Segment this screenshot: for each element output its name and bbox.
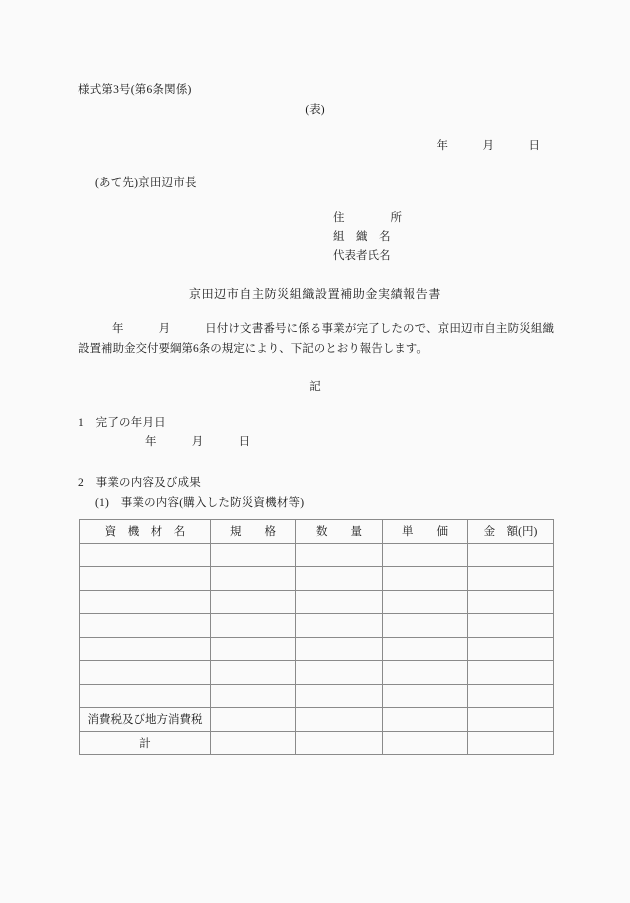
table-row <box>80 684 554 708</box>
table-row <box>80 590 554 614</box>
input-cell-spec[interactable] <box>211 637 296 661</box>
row-label-cell: 計 <box>80 731 211 755</box>
omote-label: (表) <box>305 104 325 116</box>
input-cell-quantity[interactable] <box>296 590 383 614</box>
input-cell-quantity[interactable] <box>296 637 383 661</box>
submission-date-line: 年 月 日 <box>436 140 540 152</box>
input-cell-unit-price[interactable] <box>383 661 468 685</box>
row-label-cell: 消費税及び地方消費税 <box>80 708 211 732</box>
input-cell-quantity[interactable] <box>296 708 383 732</box>
table-header-row <box>80 520 554 544</box>
input-cell-spec[interactable] <box>211 567 296 591</box>
input-cell-unit-price[interactable] <box>383 708 468 732</box>
input-cell-item-name[interactable] <box>80 637 211 661</box>
input-cell-quantity[interactable] <box>296 614 383 638</box>
input-cell-amount[interactable] <box>468 614 554 638</box>
input-cell-amount[interactable] <box>468 590 554 614</box>
input-cell-unit-price[interactable] <box>383 590 468 614</box>
input-cell-item-name[interactable] <box>80 614 211 638</box>
input-cell-unit-price[interactable] <box>383 567 468 591</box>
section1-heading: 1 完了の年月日 <box>78 417 166 429</box>
input-cell-quantity[interactable] <box>296 684 383 708</box>
input-cell-unit-price[interactable] <box>383 731 468 755</box>
input-cell-amount[interactable] <box>468 567 554 591</box>
input-cell-spec[interactable] <box>211 731 296 755</box>
addressee-line: (あて先)京田辺市長 <box>95 177 197 189</box>
input-cell-amount[interactable] <box>468 661 554 685</box>
table-row <box>80 614 554 638</box>
input-cell-unit-price[interactable] <box>383 614 468 638</box>
table-body <box>80 543 554 755</box>
goods-table <box>79 519 554 755</box>
input-cell-quantity[interactable] <box>296 731 383 755</box>
input-cell-quantity[interactable] <box>296 567 383 591</box>
input-cell-spec[interactable] <box>211 708 296 732</box>
input-cell-amount[interactable] <box>468 684 554 708</box>
column-header-spec: 規 格 <box>211 520 296 544</box>
input-cell-unit-price[interactable] <box>383 684 468 708</box>
input-cell-spec[interactable] <box>211 590 296 614</box>
column-header-unit-price: 単 価 <box>383 520 468 544</box>
section2-heading: 2 事業の内容及び成果 <box>78 477 201 489</box>
table-row <box>80 661 554 685</box>
input-cell-spec[interactable] <box>211 614 296 638</box>
input-cell-item-name[interactable] <box>80 543 211 567</box>
table-row <box>80 708 554 732</box>
table-row <box>80 567 554 591</box>
section2-subheading: (1) 事業の内容(購入した防災資機材等) <box>95 497 305 509</box>
applicant-info-block <box>333 209 402 266</box>
organization-label: 組 織 名 <box>333 231 391 243</box>
column-header-quantity: 数 量 <box>296 520 383 544</box>
section1-date-line: 年 月 日 <box>145 436 251 448</box>
column-header-item-name: 資 機 材 名 <box>80 520 211 544</box>
input-cell-amount[interactable] <box>468 637 554 661</box>
table-row <box>80 543 554 567</box>
table-row <box>80 731 554 755</box>
input-cell-spec[interactable] <box>211 661 296 685</box>
address-label: 住 所 <box>333 212 402 224</box>
input-cell-spec[interactable] <box>211 543 296 567</box>
input-cell-amount[interactable] <box>468 731 554 755</box>
table-row <box>80 637 554 661</box>
input-cell-item-name[interactable] <box>80 684 211 708</box>
input-cell-amount[interactable] <box>468 543 554 567</box>
input-cell-amount[interactable] <box>468 708 554 732</box>
body-paragraph: 年 月 日付け文書番号に係る事業が完了したので、京田辺市自主防災組織設置補助金交付要綱第6条の規定により、下記のとおり報告します。 <box>78 323 554 355</box>
input-cell-spec[interactable] <box>211 684 296 708</box>
input-cell-unit-price[interactable] <box>383 543 468 567</box>
input-cell-quantity[interactable] <box>296 543 383 567</box>
form-number-label: 様式第3号(第6条関係) <box>78 84 192 96</box>
representative-label: 代表者氏名 <box>333 250 391 262</box>
column-header-amount: 金 額(円) <box>468 520 554 544</box>
document-title: 京田辺市自主防災組織設置補助金実績報告書 <box>188 287 441 301</box>
input-cell-quantity[interactable] <box>296 661 383 685</box>
input-cell-item-name[interactable] <box>80 661 211 685</box>
input-cell-item-name[interactable] <box>80 590 211 614</box>
input-cell-unit-price[interactable] <box>383 637 468 661</box>
input-cell-item-name[interactable] <box>80 567 211 591</box>
ki-label: 記 <box>309 381 321 393</box>
